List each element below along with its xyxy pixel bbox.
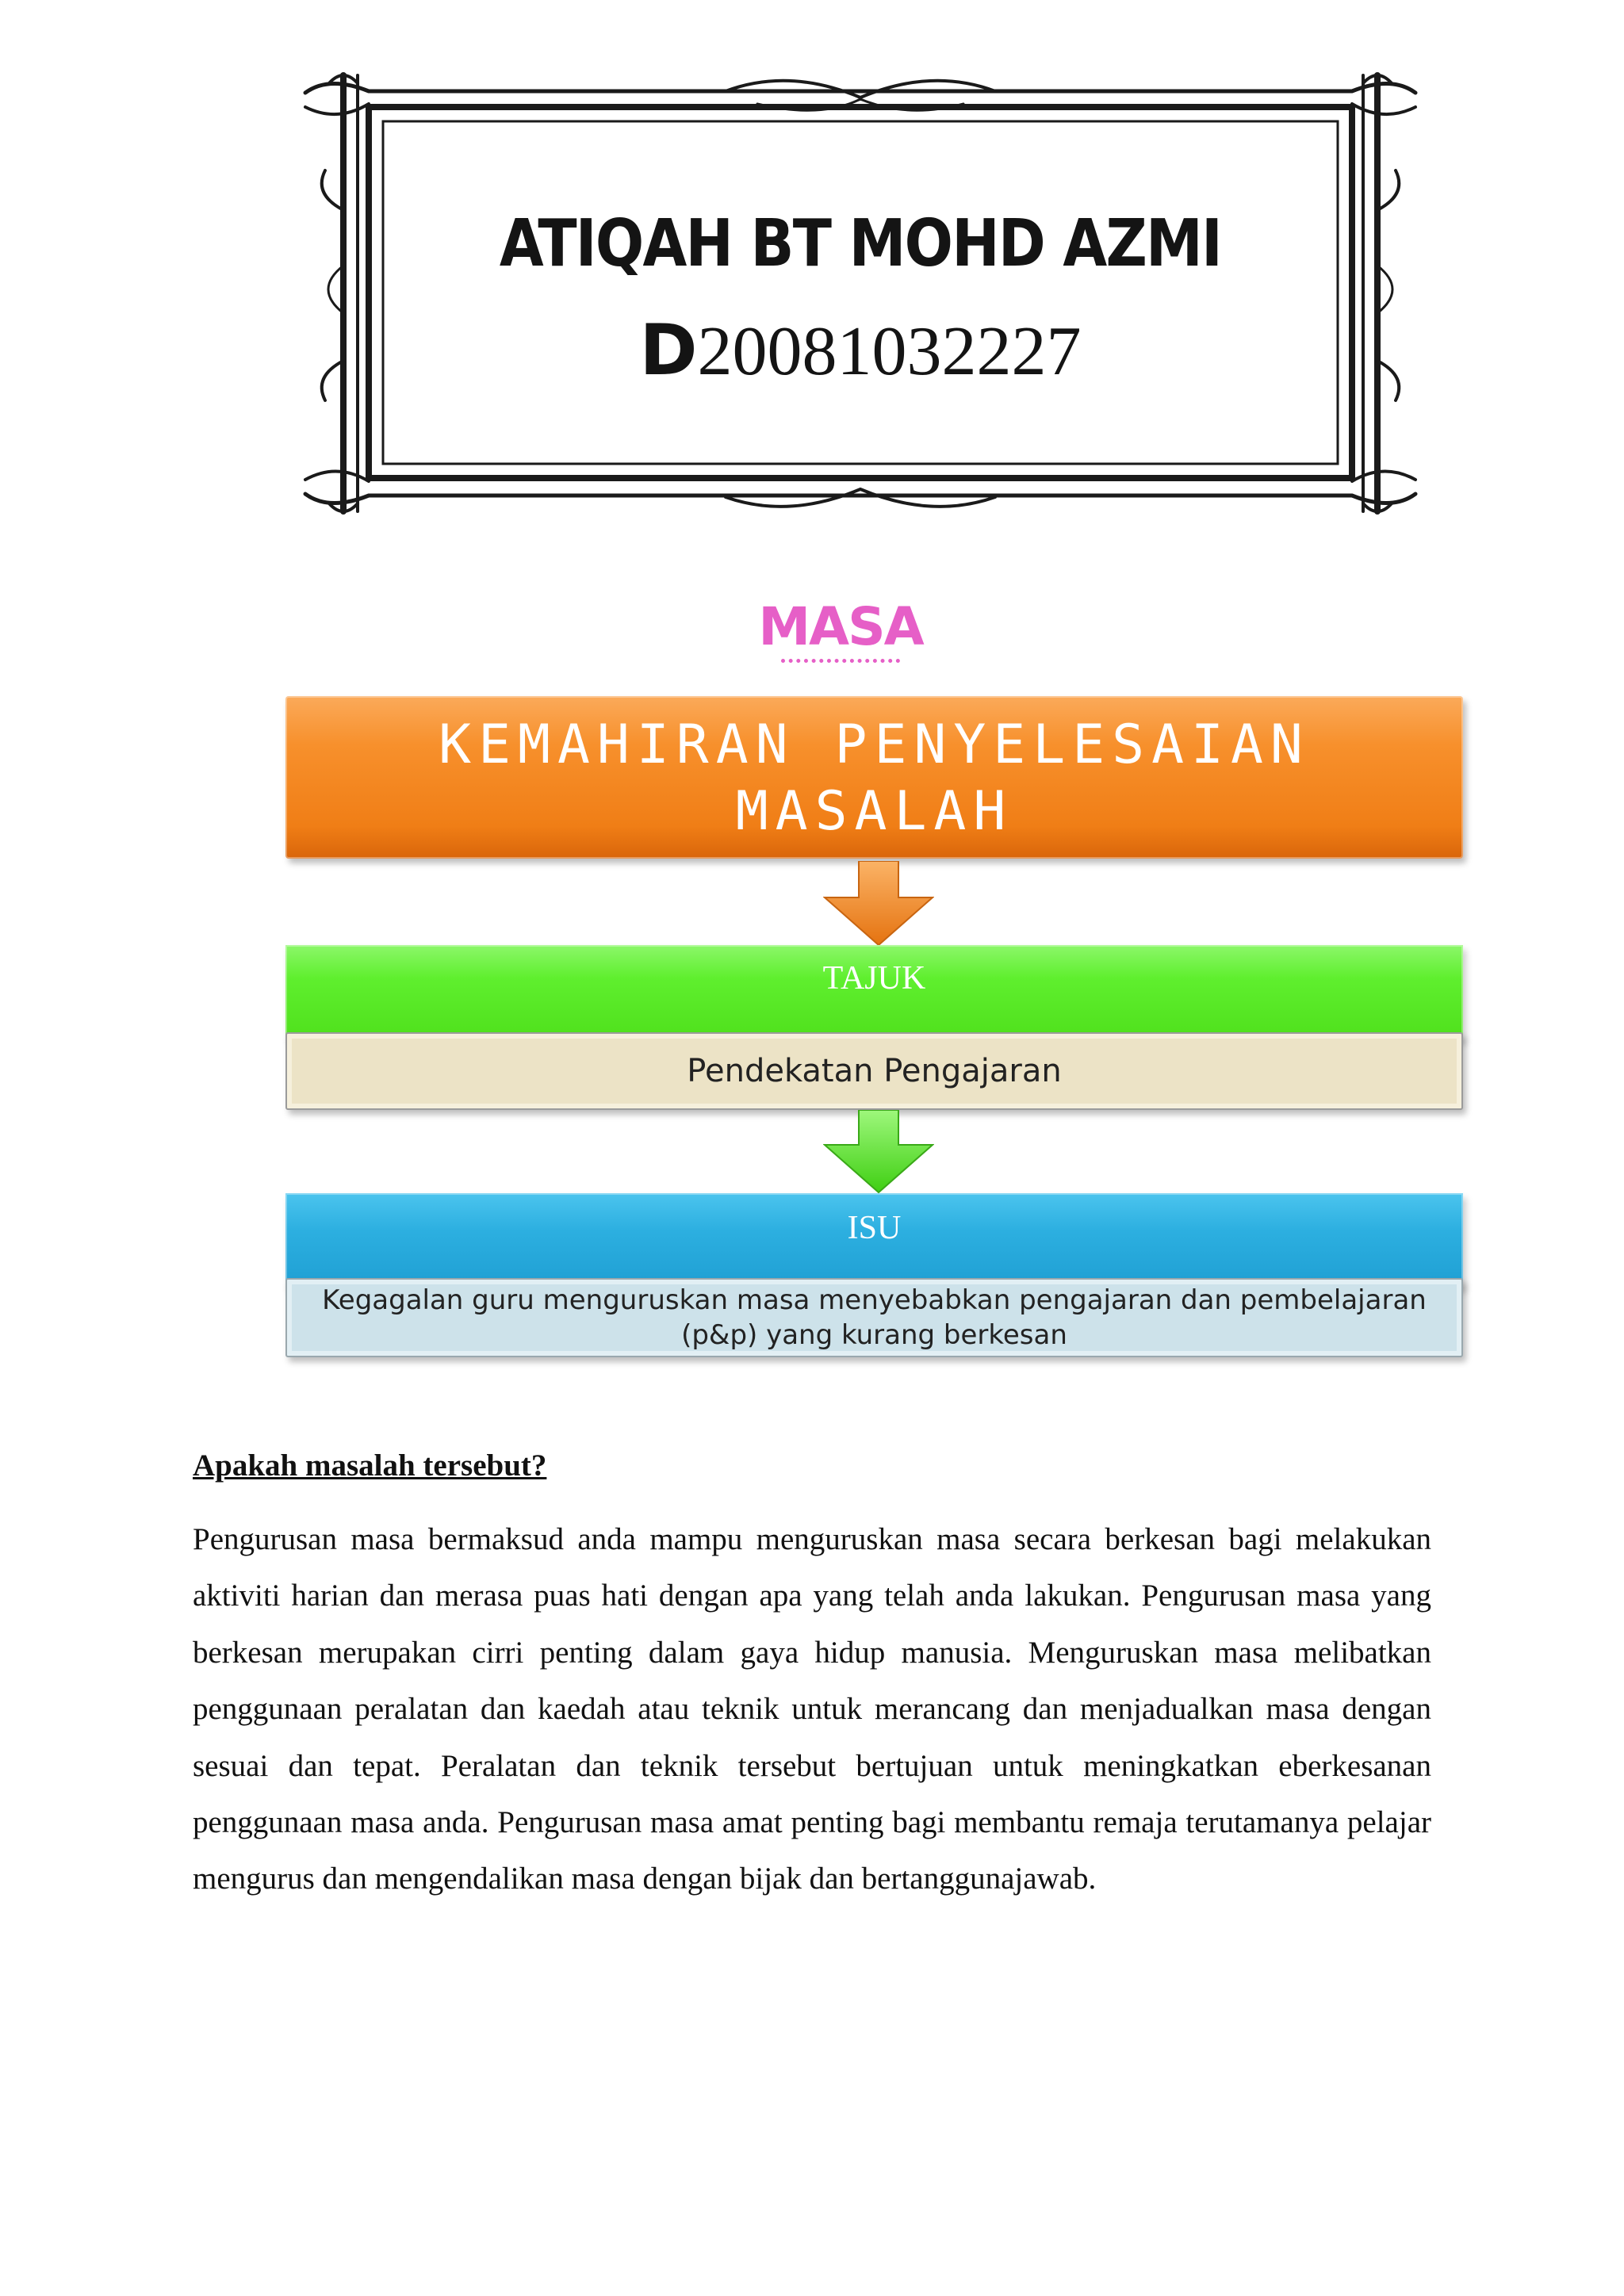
topic-title-underline	[781, 659, 900, 663]
tajuk-header-box: TAJUK	[285, 945, 1463, 1040]
section-heading: Apakah masalah tersebut?	[193, 1448, 547, 1483]
main-skill-box: KEMAHIRAN PENYELESAIAN MASALAH	[285, 696, 1463, 859]
tajuk-value-box: Pendekatan Pengajaran	[285, 1032, 1463, 1110]
student-id-prefix: D	[639, 309, 698, 391]
student-id-digits: 20081032227	[697, 313, 1082, 390]
topic-title-text: MASA	[758, 596, 923, 657]
student-name: ATIQAH BT MOHD AZMI	[499, 206, 1222, 281]
isu-value-box: Kegagalan guru menguruskan masa menyebabkan pengajaran dan pembelajaran (p&p) yang kurang berkesan	[285, 1278, 1463, 1357]
topic-title	[714, 596, 967, 663]
name-frame	[282, 59, 1439, 519]
section-body: Pengurusan masa bermaksud anda mampu menguruskan masa secara berkesan bagi melakukan aktiviti harian dan merasa puas hati dengan apa yang telah anda lakukan. Pengurusan masa yang berkesan merupakan cirri penting dalam gaya hidup manusia. Menguruskan masa melibatkan penggunaan peralatan dan kaedah atau teknik untuk merancang dan menjadualkan masa dengan sesuai dan tepat. Peralatan dan teknik tersebut bertujuan untuk meningkatkan eberkesanan penggunaan masa anda. Pengurusan masa amat penting bagi membantu remaja terutamanya pelajar mengurus dan mengendalikan masa dengan bijak dan bertanggunajawab.	[193, 1522, 1431, 1896]
ornate-border	[282, 59, 1439, 519]
arrow-down-green-icon	[823, 1110, 934, 1194]
arrow-down-orange-icon	[823, 861, 934, 947]
isu-header-box: ISU	[285, 1193, 1463, 1288]
student-id	[282, 309, 1439, 392]
